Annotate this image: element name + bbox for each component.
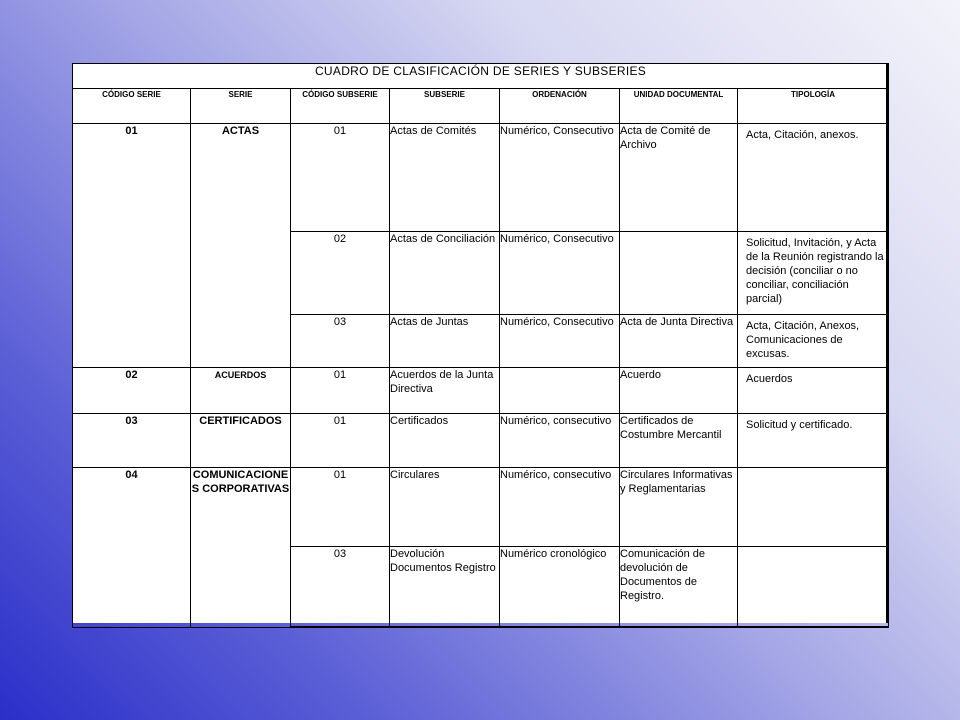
subserie-code: 01 xyxy=(291,468,390,547)
table-row xyxy=(73,468,889,547)
documental-unit: Circulares Informativas y Reglamentarias xyxy=(620,468,738,547)
typology xyxy=(738,468,889,547)
header-tipologia: TIPOLOGÍA xyxy=(738,89,889,124)
subserie-name: Certificados xyxy=(390,414,500,468)
subserie-name: Circulares xyxy=(390,468,500,547)
header-codigo-subserie: CÓDIGO SUBSERIE xyxy=(291,89,390,124)
ordering: Numérico, Consecutivo xyxy=(500,232,620,315)
serie-name: ACTAS xyxy=(191,124,291,368)
subserie-name: Actas de Conciliación xyxy=(390,232,500,315)
table-row xyxy=(73,414,889,468)
typology: Acuerdos xyxy=(738,368,889,414)
typology: Solicitud, Invitación, y Acta de la Reunión registrando la decisión (conciliar o no conciliar, conciliación parcial) xyxy=(738,232,889,315)
classification-table xyxy=(72,63,889,628)
subserie-name: Actas de Comités xyxy=(390,124,500,232)
typology: Acta, Citación, anexos. xyxy=(738,124,889,232)
classification-sheet xyxy=(72,63,888,623)
subserie-code: 01 xyxy=(291,414,390,468)
documental-unit: Acta de Junta Directiva xyxy=(620,315,738,368)
table-row xyxy=(73,368,889,414)
table-title: CUADRO DE CLASIFICACIÓN DE SERIES Y SUBSERIES xyxy=(73,64,889,89)
serie-code: 02 xyxy=(73,368,191,414)
header-codigo-serie: CÓDIGO SERIE xyxy=(73,89,191,124)
documental-unit: Acta de Comité de Archivo xyxy=(620,124,738,232)
documental-unit: Certificados de Costumbre Mercantil xyxy=(620,414,738,468)
subserie-code: 02 xyxy=(291,232,390,315)
ordering: Numérico, consecutivo xyxy=(500,414,620,468)
subserie-code: 03 xyxy=(291,547,390,628)
typology: Solicitud y certificado. xyxy=(738,414,889,468)
subserie-name: Devolución Documentos Registro xyxy=(390,547,500,628)
header-subserie: SUBSERIE xyxy=(390,89,500,124)
subserie-code: 01 xyxy=(291,124,390,232)
documental-unit xyxy=(620,232,738,315)
subserie-name: Acuerdos de la Junta Directiva xyxy=(390,368,500,414)
serie-code: 04 xyxy=(73,468,191,628)
ordering: Numérico, Consecutivo xyxy=(500,124,620,232)
subserie-code: 01 xyxy=(291,368,390,414)
table-row xyxy=(73,124,889,232)
serie-code: 03 xyxy=(73,414,191,468)
serie-name: CERTIFICADOS xyxy=(191,414,291,468)
serie-code: 01 xyxy=(73,124,191,368)
typology xyxy=(738,547,889,628)
header-ordenacion: ORDENACIÓN xyxy=(500,89,620,124)
typology: Acta, Citación, Anexos, Comunicaciones de excusas. xyxy=(738,315,889,368)
ordering xyxy=(500,368,620,414)
serie-name: COMUNICACIONES CORPORATIVAS xyxy=(191,468,291,628)
subserie-code: 03 xyxy=(291,315,390,368)
header-unidad-documental: UNIDAD DOCUMENTAL xyxy=(620,89,738,124)
documental-unit: Acuerdo xyxy=(620,368,738,414)
ordering: Numérico, Consecutivo xyxy=(500,315,620,368)
documental-unit: Comunicación de devolución de Documentos de Registro. xyxy=(620,547,738,628)
serie-name: ACUERDOS xyxy=(191,368,291,414)
header-serie: SERIE xyxy=(191,89,291,124)
table-right-border xyxy=(886,63,888,623)
subserie-name: Actas de Juntas xyxy=(390,315,500,368)
ordering: Numérico cronológico xyxy=(500,547,620,628)
ordering: Numérico, consecutivo xyxy=(500,468,620,547)
